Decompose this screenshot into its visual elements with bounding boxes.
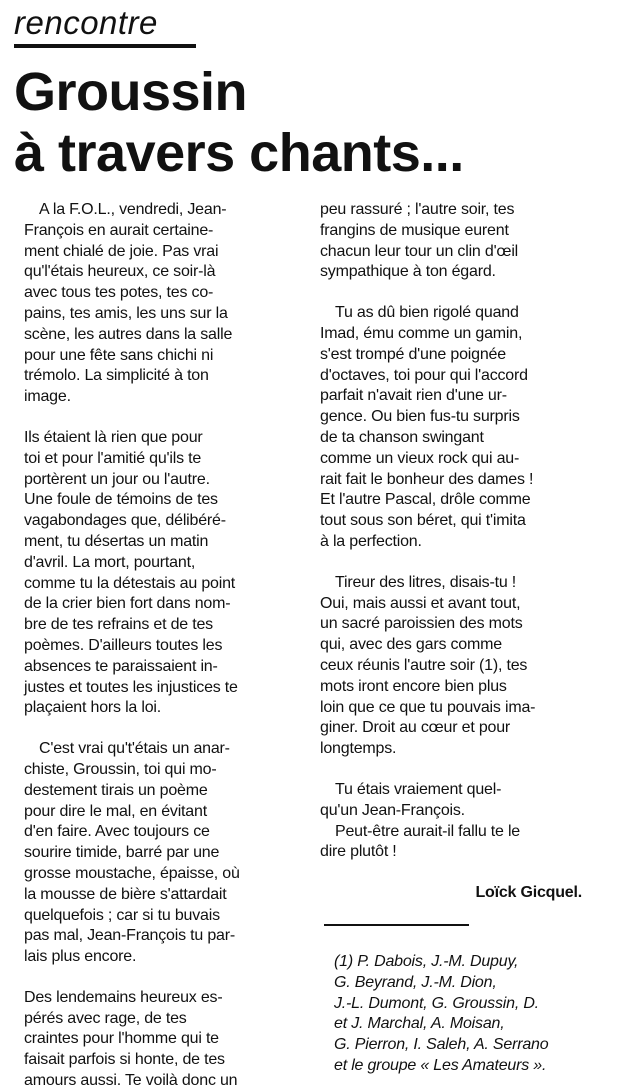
- paragraph-gap: [24, 719, 302, 739]
- paragraph-6: Tu as dû bien rigolé quand Imad, ému comme un gamin, s'est trompé d'une poignée d'octaves, toi pour qui l'accord parfait n'avait rien d'une ur- gence. Ou bien fus-tu surpris de ta chanson swingant comme un vieux rock qui au- rait fait le bonheur des dames ! Et l'autre Pascal, drôle comme tout sous son béret, qui t'imita à la perfection.: [320, 304, 534, 550]
- paragraph-2: Ils étaient là rien que pour toi et pour l'amitié qu'ils te portèrent un jour ou l'autre. Une foule de témoins de tes vagabondages que, délibéré- ment, tu désertas un matin d'avril. La mort, pourtant, comme tu la détestais au point de la crier bien fort dans nom- bre de tes refrains et de tes poèmes. D'ailleurs toutes les absences te paraissaient in- justes et toutes les injustices te plaçaient hors la loi.: [24, 428, 238, 717]
- footnote-gap: [320, 926, 610, 952]
- paragraph-7: Tireur des litres, disais-tu ! Oui, mais aussi et avant tout, un sacré paroissien des mots qui, avec des gars comme ceux réunis l'autre soir (1), tes mots iront encore bien plus loin que ce que tu pouvais ima- giner. Droit au cœur et pour longtemps.: [320, 573, 536, 758]
- headline-line-2: à travers chants...: [14, 123, 464, 183]
- paragraph-8: Tu étais vraiement quel- qu'un Jean-François.: [320, 780, 502, 819]
- paragraph-gap: [320, 904, 610, 924]
- paragraph-1: A la F.O.L., vendredi, Jean- François en aurait certaine- ment chialé de joie. Pas vrai qu'l'étais heureux, ce soir-là avec tous tes potes, tes co- pains, tes amis, les uns sur la scène, les autres dans la salle pour une fête sans chichi ni trémolo. La simplicité à ton image.: [24, 201, 233, 406]
- paragraph-3: C'est vrai qu't'étais un anar- chiste, Groussin, toi qui mo- destement tirais un poème pour dire le mal, en évitant d'en faire. Avec toujours ce sourire timide, barré par une grosse moustache, épaisse, où la mousse de bière s'attardait quelquefois ; car si tu buvais pas mal, Jean-François tu par- lais plus encore.: [24, 740, 240, 966]
- paragraph-gap: [24, 408, 302, 428]
- paragraph-gap: [320, 283, 610, 303]
- right-column: [320, 200, 610, 1077]
- headline-line-1: Groussin: [14, 62, 248, 122]
- paragraph-gap: [320, 553, 610, 573]
- rubrique-label: rencontre: [14, 4, 158, 41]
- paragraph-9: Peut-être aurait-il fallu te le dire plutôt !: [320, 822, 521, 861]
- signature: Loïck Gicquel.: [475, 884, 582, 902]
- left-column: [24, 200, 302, 1092]
- paragraph-gap: [320, 863, 610, 883]
- paragraph-gap: [320, 760, 610, 780]
- footnote: (1) P. Dabois, J.-M. Dupuy, G. Beyrand, J.-M. Dion, J.-L. Dumont, G. Groussin, D. et J. Marchal, A. Moisan, G. Pierron, I. Saleh, A. Serrano et le groupe « Les Amateurs ».: [334, 952, 549, 1074]
- paragraph-4: Des lendemains heureux es- pérés avec rage, de tes craintes pour l'homme qui te faisait parfois si honte, de tes amours aussi. Te voilà donc un: [24, 988, 238, 1090]
- paragraph-5: peu rassuré ; l'autre soir, tes frangins de musique eurent chacun leur tour un clin d'œil sympathique à ton égard.: [320, 201, 519, 281]
- headline: [14, 62, 464, 184]
- rubrique-underline: [14, 44, 196, 48]
- paragraph-gap: [24, 968, 302, 988]
